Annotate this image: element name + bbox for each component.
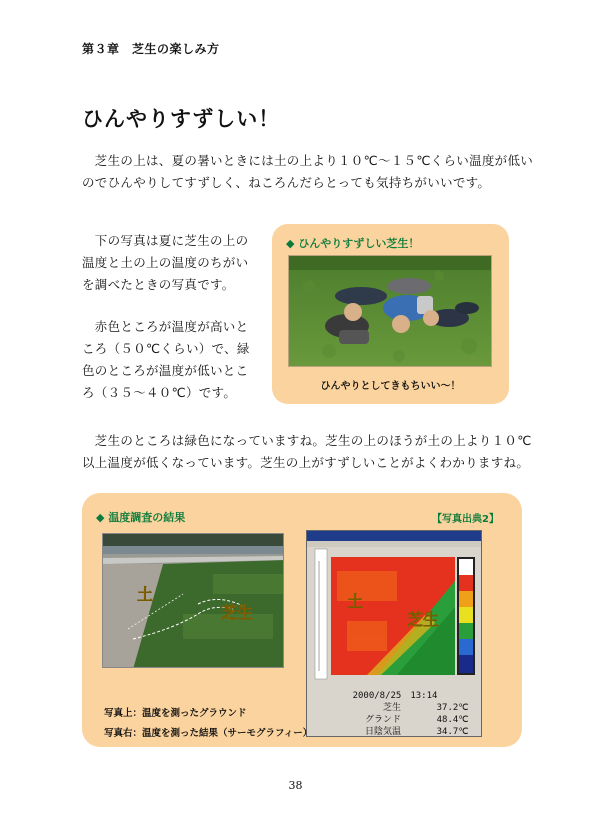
text-line: 芝生の上は、夏の暑いときには土の上より１０℃～１５℃くらい温度が低い: [82, 153, 534, 168]
readout-value: 48.4℃: [436, 715, 469, 725]
text-line: 色のところが温度が低いとこ: [82, 363, 249, 378]
text-line: を調べたときの写真です。: [82, 277, 235, 292]
readout-label: 日陰気温: [364, 727, 401, 737]
text-line: 下の写真は夏に芝生の上の: [82, 233, 249, 248]
measured-ground-photo: [102, 533, 284, 668]
caption-ground-photo: 写真上：温度を測ったグラウンド: [104, 708, 247, 719]
conclusion-paragraph: [82, 430, 532, 474]
readout-value: 34.7℃: [436, 727, 469, 737]
photo-source-note: 【写真出典2】: [432, 514, 499, 525]
readout-label: 芝生: [382, 703, 401, 713]
text-line: 温度と土の上の温度のちがい: [82, 255, 249, 270]
ground-photo-illustration: [103, 534, 284, 668]
caption-thermography: 写真右：温度を測った結果（サーモグラフィー）: [104, 728, 313, 739]
thermo-soil-label: 土: [347, 592, 364, 611]
readout-value: 37.2℃: [436, 703, 469, 713]
survey-result-title: [96, 509, 185, 525]
text-line: ころ（５０℃くらい）で、緑: [82, 341, 250, 356]
photo-callout-title: [286, 235, 419, 251]
intro-paragraph: [82, 150, 534, 194]
photo-explanation-paragraph: [82, 230, 267, 296]
diamond-bullet-icon: ◆: [286, 237, 295, 250]
thermography-screen: [306, 530, 482, 737]
diamond-bullet-icon: ◆: [96, 511, 105, 524]
lawn-photo-illustration: [289, 256, 492, 367]
color-explanation-paragraph: [82, 316, 267, 404]
readout-datetime: 2000/8/25 13:14: [352, 691, 438, 701]
survey-result-title-text: 温度調査の結果: [108, 511, 186, 524]
text-line: 芝生のところは緑色になっていますね。芝生の上のほうが土の上より１０℃: [82, 433, 532, 448]
page-title: ひんやりすずしい！: [82, 107, 281, 131]
text-line: 赤色ところが温度が高いと: [82, 319, 249, 334]
text-line: 以上温度が低くなっています。芝生の上がすずしいことがよくわかりますね。: [82, 455, 530, 470]
readout-row: [319, 724, 471, 737]
text-line: ろ（３５～４０℃）です。: [82, 385, 237, 400]
temperature-readout: [319, 688, 471, 736]
readout-label: グランド: [364, 715, 401, 725]
grass-label: 芝生: [221, 603, 254, 622]
photo-callout-title-text: ひんやりすずしい芝生！: [298, 237, 420, 250]
text-line: のでひんやりしてすずしく、ねころんだらとっても気持ちがいいです。: [82, 175, 491, 190]
thermo-grass-label: 芝生: [407, 610, 440, 629]
photo-callout-caption: ひんやりとしてきもちいい～！: [320, 381, 461, 392]
chapter-header: 第３章 芝生の楽しみ方: [82, 42, 220, 56]
soil-label: 土: [137, 585, 154, 604]
children-on-lawn-photo: [288, 255, 492, 367]
page-number: 38: [288, 779, 303, 792]
